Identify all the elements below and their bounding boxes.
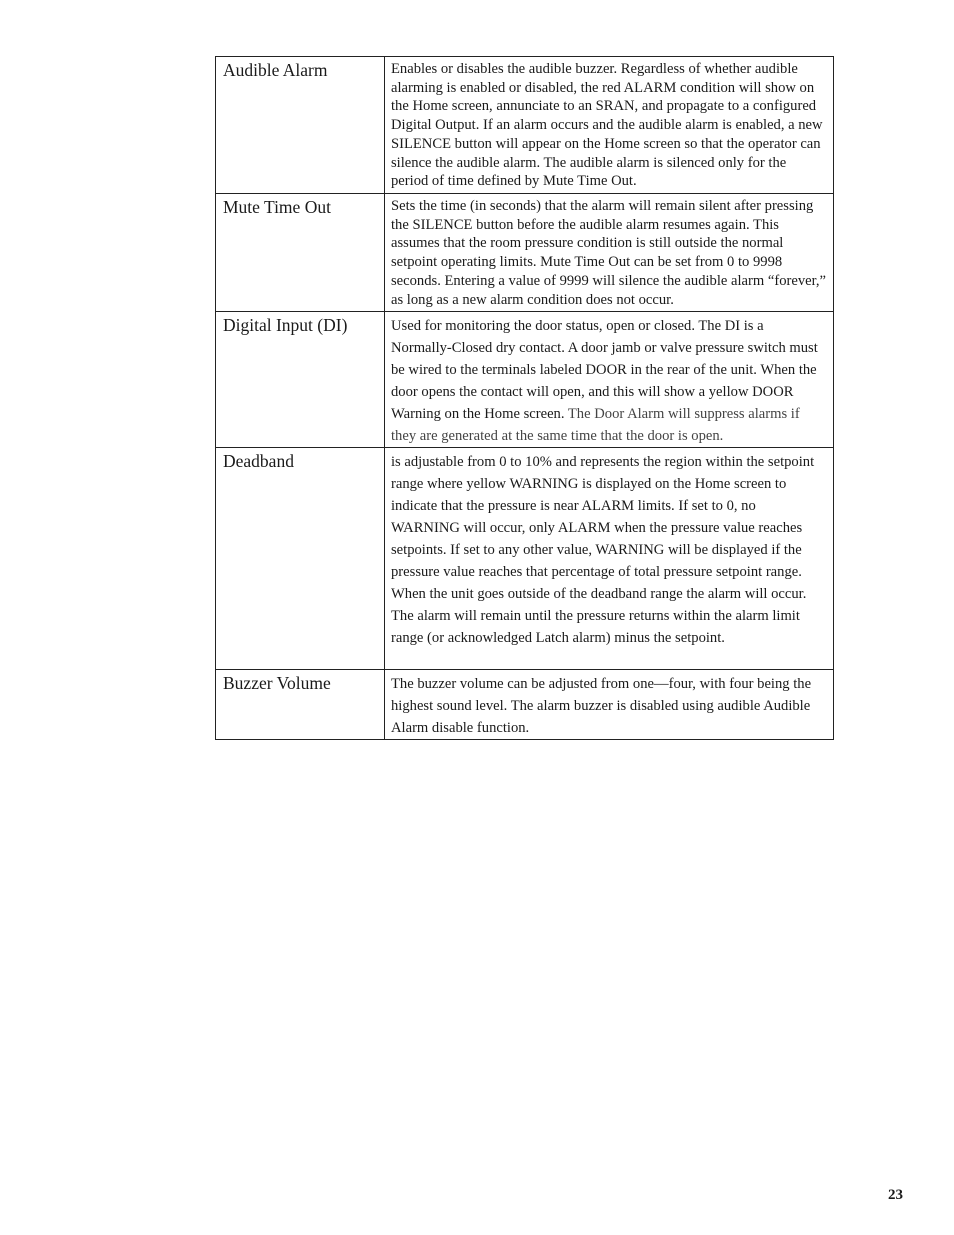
description-buzzer-volume: The buzzer volume can be adjusted from one—four, with four being the highest sound level. The alarm buzzer is disabled using audible Audible Alarm disable function. — [391, 676, 812, 736]
table-row — [216, 194, 834, 312]
term-buzzer-volume: Buzzer Volume — [223, 673, 331, 693]
term-cell — [216, 57, 385, 194]
description-digital-input-main: Used for monitoring the door status, open or closed. The DI is a Normally-Closed dry contact. A door jamb or valve pressure switch must be wired to the terminals labeled DOOR in the rear of the unit. When the door opens the contact will open, and this will show a yellow DOOR Warning on the Home screen. — [391, 318, 818, 422]
description-digital-input — [391, 315, 827, 447]
description-cell — [385, 312, 834, 448]
term-audible-alarm: Audible Alarm — [223, 60, 328, 80]
description-cell — [385, 194, 834, 312]
description-cell — [385, 57, 834, 194]
term-cell — [216, 670, 385, 740]
description-deadband: is adjustable from 0 to 10% and represents the region within the setpoint range where yellow WARNING is displayed on the Home screen to indicate that the pressure is near ALARM limits. If set to 0, no WARNING will occur, only ALARM when the pressure value reaches setpoints. If set to any other value, WARNING will be displayed if the pressure value reaches that percentage of total pressure setpoint range. — [391, 454, 815, 580]
term-cell — [216, 194, 385, 312]
term-cell — [216, 448, 385, 670]
page-number: 23 — [888, 1187, 903, 1203]
term-digital-input: Digital Input (DI) — [223, 315, 348, 335]
description-audible-alarm: Enables or disables the audible buzzer. Regardless of whether audible alarming is enabled or disabled, the red ALARM condition will show on the Home screen, annunciate to an SRAN, and propagate to a configured Digital Output. If an alarm occurs and the audible alarm is enabled, a new SILENCE button will appear on the Home screen so that the operator can silence the audible alarm. The audible alarm is silenced only for the period of time defined by Mute Time Out. — [391, 61, 823, 190]
table-row — [216, 312, 834, 448]
description-deadband-2: When the unit goes outside of the deadband range the alarm will occur. The alarm will remain until the pressure returns within the alarm limit range (or acknowledged Latch alarm) minus the setpoint. — [391, 586, 807, 646]
description-cell — [385, 670, 834, 740]
term-deadband: Deadband — [223, 451, 294, 471]
term-mute-time-out: Mute Time Out — [223, 197, 331, 217]
description-mute-time-out: Sets the time (in seconds) that the alarm will remain silent after pressing the SILENCE button before the audible alarm resumes again. This assumes that the room pressure condition is still outside the normal setpoint operating limits. Mute Time Out can be set from 0 to 9998 seconds. Entering a value of 9999 will silence the audible alarm “forever,” as long as a new alarm condition does not occur. — [391, 198, 827, 308]
description-cell — [385, 448, 834, 670]
term-cell — [216, 312, 385, 448]
table-row — [216, 57, 834, 194]
table-row — [216, 448, 834, 670]
table-row — [216, 670, 834, 740]
settings-table — [215, 56, 834, 740]
description-digital-input-note: The Door Alarm will suppress alarms if they are generated at the same time that the door is open. — [391, 406, 800, 444]
